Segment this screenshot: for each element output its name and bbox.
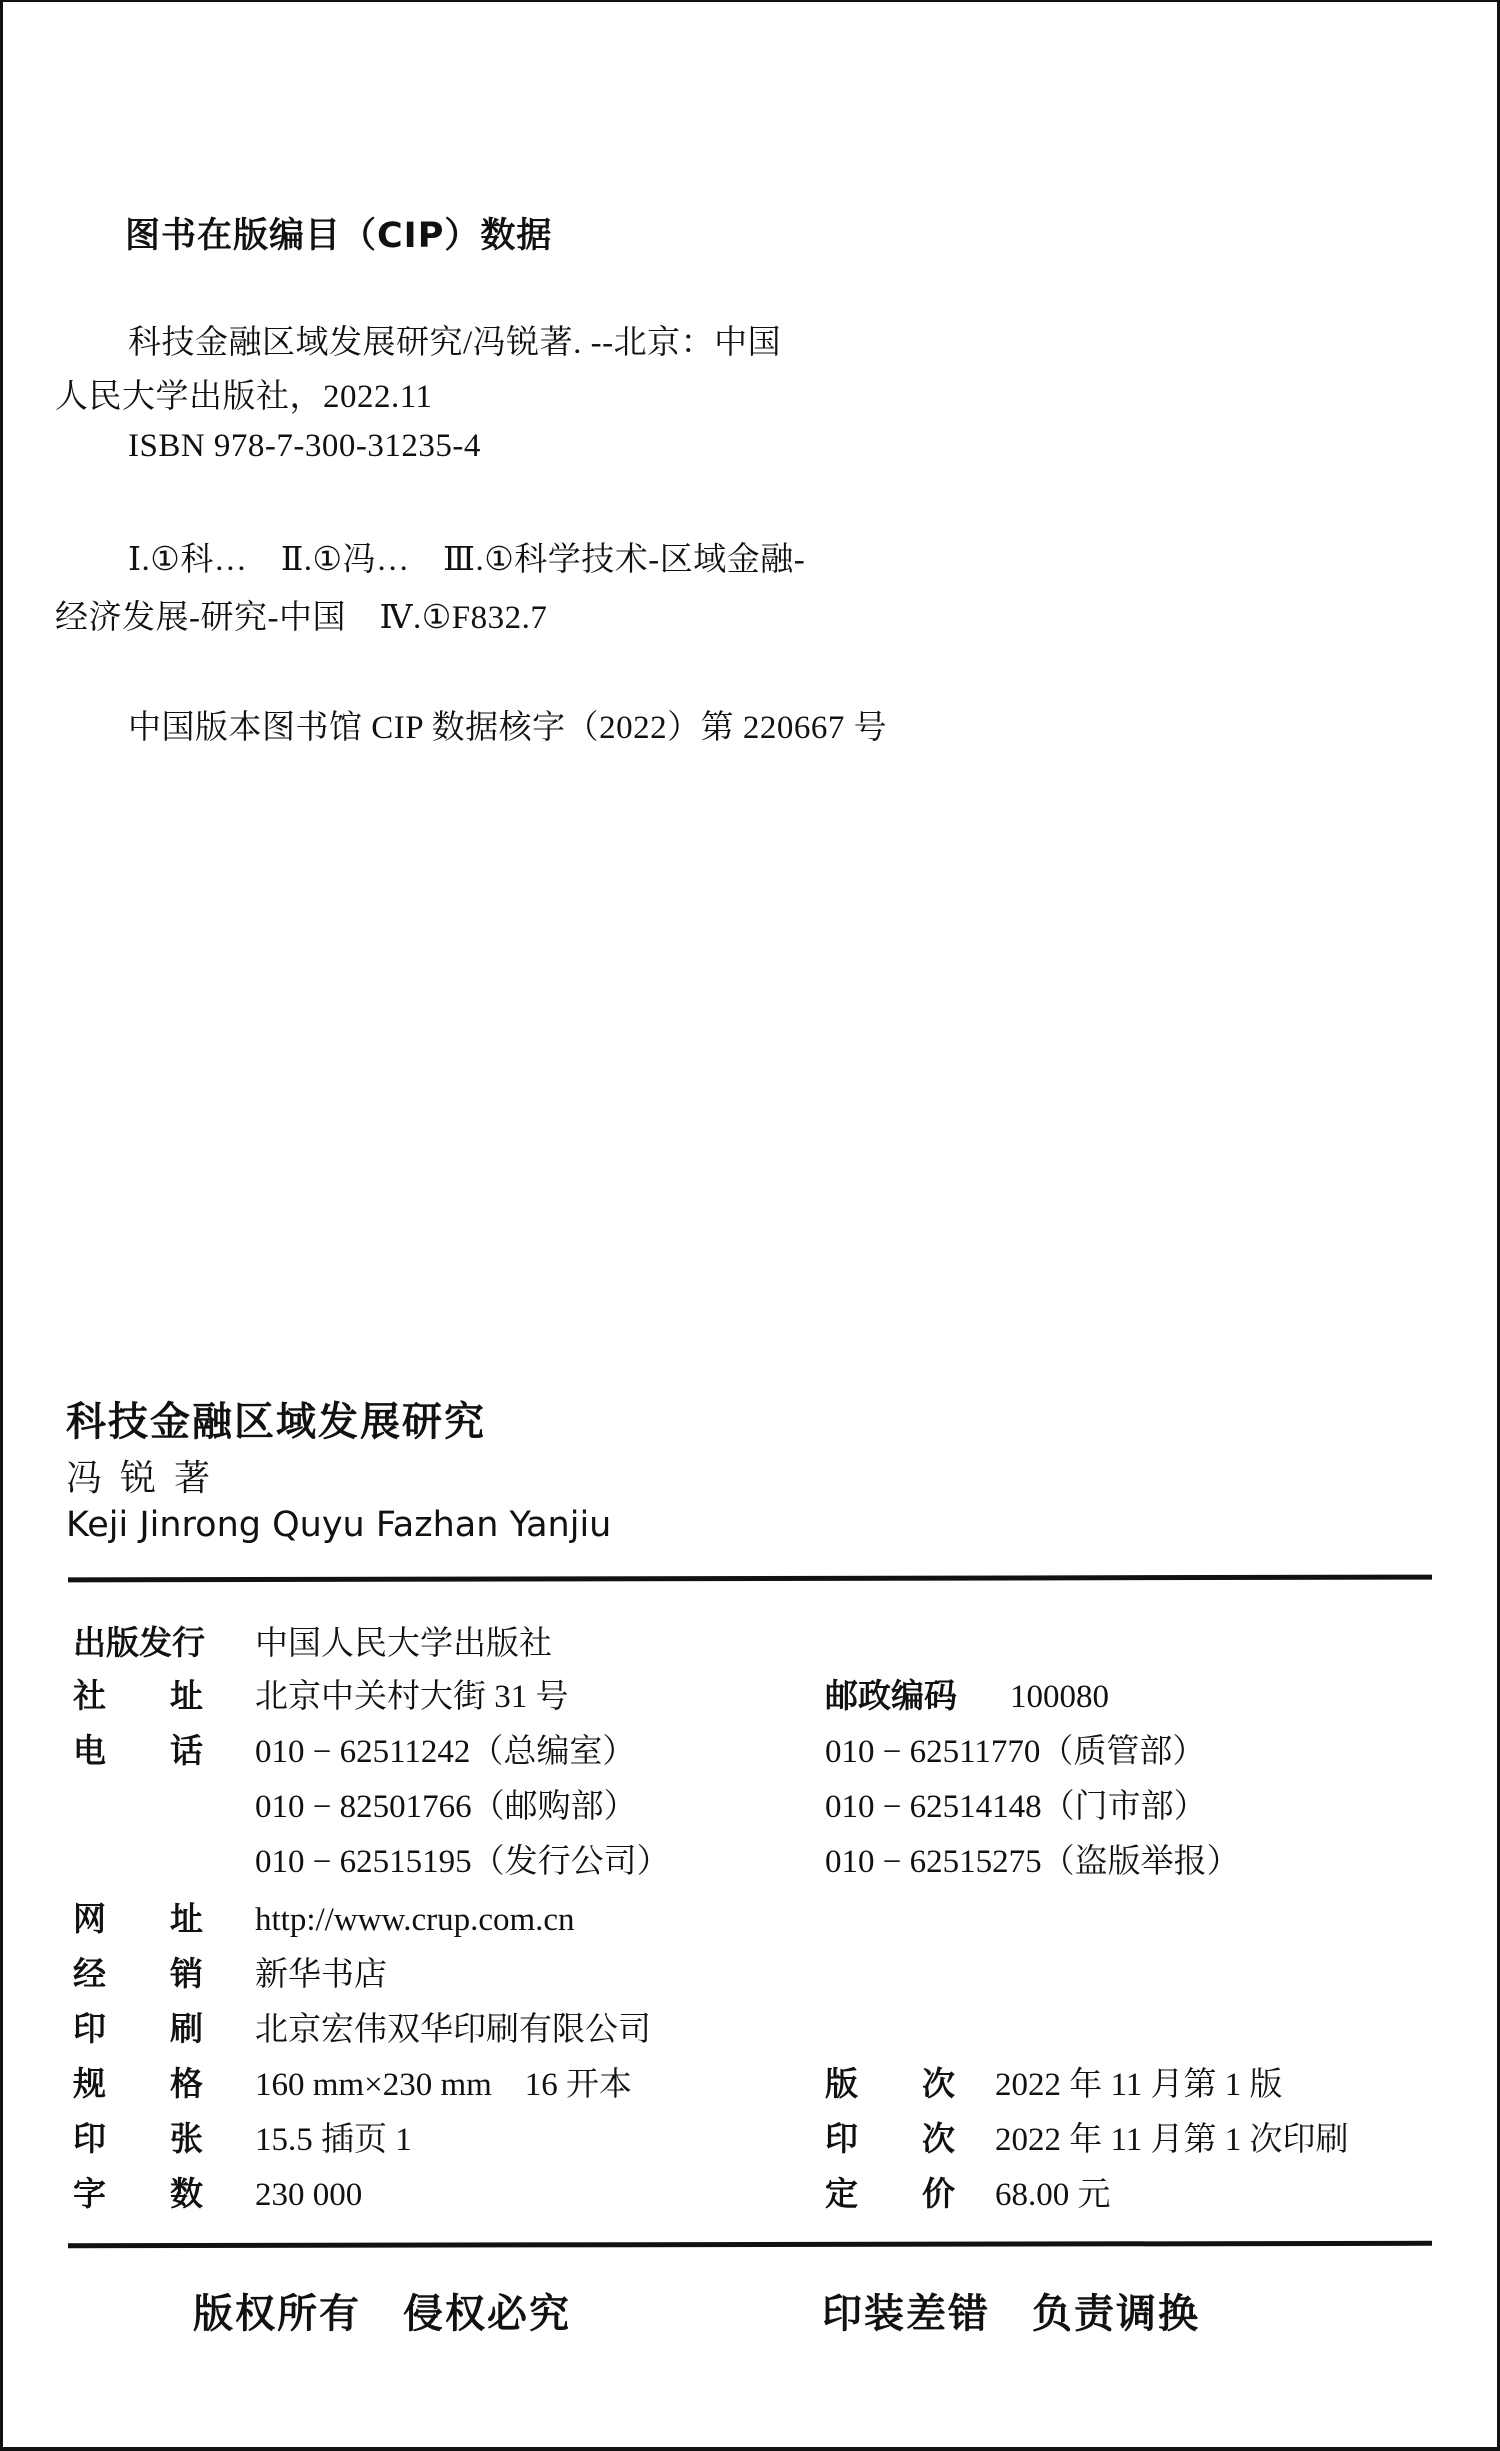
colophon-row-postcode	[825, 1670, 1109, 1717]
cip-heading: 图书在版编目（CIP）数据	[125, 216, 553, 256]
colophon-value: 新华书店	[255, 1957, 387, 1993]
colophon-value: 100080	[1010, 1679, 1109, 1715]
defect-replacement-slogan: 印装差错 负责调换	[822, 2291, 1200, 2337]
author-char: 著	[174, 1458, 229, 1499]
colophon-row-sheets	[73, 2113, 412, 2160]
colophon-label: 社 址	[73, 1676, 203, 1715]
colophon-value: 160 mm×230 mm 16 开本	[255, 2067, 633, 2103]
colophon-row-phone-2	[73, 1780, 637, 1827]
website-link[interactable]: http://www.crup.com.cn	[255, 1902, 575, 1938]
colophon-row-edition	[825, 2058, 1283, 2105]
colophon-label: 电 话	[73, 1731, 203, 1770]
colophon-value: 010 − 62511242（总编室）	[255, 1734, 636, 1770]
colophon-row-word-count	[73, 2168, 362, 2215]
book-pinyin-title: Keji Jinrong Quyu Fazhan Yanjiu	[66, 1505, 612, 1545]
colophon-label: 印 次	[825, 2119, 955, 2158]
colophon-value: 中国人民大学出版社	[255, 1623, 552, 1662]
colophon-row-address	[73, 1670, 569, 1717]
copyright-slogan: 版权所有 侵权必究	[193, 2291, 571, 2337]
colophon-label: 定 价	[825, 2174, 955, 2213]
author-char: 冯	[66, 1458, 121, 1499]
colophon-label: 经 销	[73, 1954, 203, 1993]
colophon-label: 网 址	[73, 1899, 203, 1938]
colophon-label: 规 格	[73, 2064, 203, 2103]
colophon-label: 字 数	[73, 2174, 203, 2213]
colophon-row-printer	[73, 2003, 651, 2050]
colophon-row-website	[73, 1893, 575, 1940]
colophon-label: 出 版 发 行	[73, 1623, 205, 1662]
colophon-row-printing	[825, 2113, 1349, 2160]
colophon-row-phone-qa	[825, 1725, 1205, 1772]
cip-classification-line-2: 经济发展-研究-中国 Ⅳ.①F832.7	[55, 600, 548, 636]
colophon-label: 版 次	[825, 2064, 955, 2103]
colophon-row-phone	[73, 1725, 635, 1772]
colophon-value: 010 − 62515195（发行公司）	[255, 1844, 670, 1880]
colophon-row-phone-store	[825, 1780, 1207, 1827]
colophon-value: 2022 年 11 月第 1 版	[995, 2067, 1283, 2103]
colophon-label: 印 张	[73, 2119, 203, 2158]
cip-description-line-1: 科技金融区域发展研究/冯锐著. --北京：中国	[128, 325, 782, 361]
colophon-value: 北京中关村大街 31 号	[255, 1679, 569, 1715]
colophon-row-price	[825, 2168, 1111, 2215]
colophon-value: 010 − 62511770（质管部）	[825, 1734, 1206, 1770]
colophon-row-publisher	[73, 1617, 552, 1664]
cip-classification-line-1: Ⅰ.①科… Ⅱ.①冯… Ⅲ.①科学技术-区域金融-	[128, 542, 806, 578]
colophon-value: 230 000	[255, 2177, 363, 2213]
colophon-label: 邮 政 编 码	[825, 1676, 957, 1715]
colophon-value: 15.5 插页 1	[255, 2122, 412, 2158]
colophon-value: 010 − 62515275（盗版举报）	[825, 1844, 1240, 1880]
colophon-value: 010 − 82501766（邮购部）	[255, 1789, 637, 1825]
colophon-row-phone-piracy	[825, 1835, 1240, 1882]
colophon-value: 北京宏伟双华印刷有限公司	[255, 2012, 651, 2048]
book-title: 科技金融区域发展研究	[66, 1399, 486, 1445]
cip-isbn: ISBN 978-7-300-31235-4	[128, 428, 481, 464]
cip-description-line-2: 人民大学出版社，2022.11	[55, 379, 433, 415]
colophon-row-format	[73, 2058, 632, 2105]
colophon-row-phone-3	[73, 1835, 670, 1882]
author-char: 锐	[120, 1458, 175, 1499]
colophon-value: 2022 年 11 月第 1 次印刷	[995, 2122, 1349, 2158]
divider-top	[68, 1575, 1432, 1583]
divider-bottom	[68, 2241, 1432, 2248]
cip-approval-number: 中国版本图书馆 CIP 数据核字（2022）第 220667 号	[128, 710, 888, 746]
colophon-value: 68.00 元	[995, 2177, 1111, 2213]
colophon-label: 印 刷	[73, 2009, 203, 2048]
colophon-row-distributor	[73, 1948, 387, 1995]
book-author	[66, 1450, 228, 1501]
colophon-value: 010 − 62514148（门市部）	[825, 1789, 1207, 1825]
